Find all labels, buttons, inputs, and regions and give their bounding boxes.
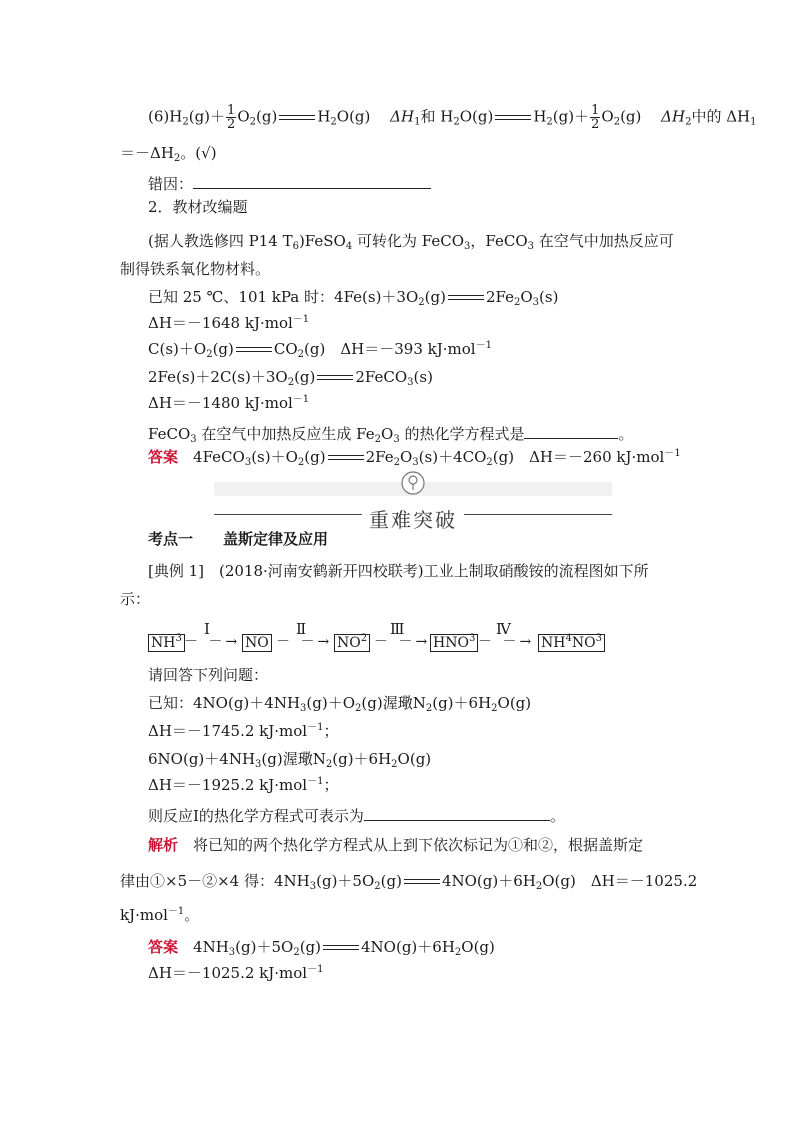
section-banner: [214, 470, 612, 532]
equals-sign: [493, 113, 533, 123]
equals-sign: [321, 943, 361, 953]
flow-node-nh4no3: $NH^4NO^3$: [538, 634, 605, 652]
flow-arrow: － －→: [374, 634, 431, 650]
equals-sign: [402, 877, 442, 887]
step-label: Ⅳ: [496, 620, 511, 638]
answer-blank[interactable]: [364, 806, 550, 821]
q6-equation-line2: $=-\Delta H_2$。(√): [120, 144, 217, 164]
q6-equation-line: $(6)H_2(g)+$ $\frac{1}{2}$ $O_2(g)$ $H_2O(g)$ $\Delta H_1$和 $H_2O(g)$ $H_2(g)+$ $\frac{1}{2}$ $O_2(g)$ $\Delta H_2$中的 $\Delta H_1$: [148, 103, 757, 132]
answer-label: 答案: [148, 938, 179, 956]
intro-line2: 制得铁系氧化物材料。: [120, 260, 271, 278]
process-flow: [148, 620, 608, 656]
enthalpy-line: ΔH＝－1648 kJ·mol$^{-1}$: [148, 314, 310, 332]
section-heading: 2．教材改编题: [148, 198, 248, 216]
final-enthalpy-line: ΔH＝－1025.2 kJ·mol$^{-1}$: [148, 964, 324, 982]
question-line: FeCO$_3$ 在空气中加热反应生成 $Fe_2O_3$ 的热化学方程式是 。: [148, 425, 634, 445]
analysis-line3: kJ·mol$^{-1}$。: [120, 906, 200, 924]
flow-node-hno3: HNO$^3$: [430, 634, 478, 652]
enthalpy-line: ΔH＝－1925.2 kJ·mol$^{-1}$；: [148, 776, 339, 794]
flow-arrow: － －→: [184, 634, 241, 650]
answer-blank[interactable]: [524, 424, 618, 439]
known-equation: 已知 25 ℃、101 kPa 时：$4Fe(s)+3O_2(g)$ $2Fe_2O_3(s)$: [148, 288, 559, 308]
flow-node-nh3: $NH^3$: [148, 634, 185, 652]
enthalpy-line: ΔH＝－1745.2 kJ·mol$^{-1}$；: [148, 722, 339, 740]
half-fraction: $\frac{1}{2}$: [227, 103, 236, 132]
carbon-equation: $C(s)+O_2(g)$ $CO_2(g)$ ΔH＝－393 kJ·mol$^{-1}$: [148, 340, 492, 360]
flow-node-no: NO: [242, 634, 272, 652]
step-label: Ⅱ: [296, 620, 307, 638]
known-equation-2: $6NO(g)+4NH_3(g)$渥璥$N_2(g)+6H_2O(g)$: [148, 750, 432, 770]
half-fraction: $\frac{1}{2}$: [591, 103, 600, 132]
flow-arrow: － －→: [276, 634, 333, 650]
equals-sign: [446, 293, 486, 303]
answer-blank[interactable]: [193, 174, 431, 189]
step-label: Ⅰ: [204, 620, 210, 638]
enthalpy-line: ΔH＝－1480 kJ·mol$^{-1}$: [148, 394, 310, 412]
error-reason-line: 错因：: [148, 174, 431, 192]
analysis-label: 解析: [148, 836, 179, 854]
analysis-line2: 律由①×5－②×4 得：$4NH_3(g)+5O_2(g)$ $4NO(g)+6H_2O(g)$ ΔH＝－1025.2: [120, 872, 698, 892]
banner-title: 重难突破: [369, 508, 457, 532]
equals-sign: [234, 345, 274, 355]
known-equation-1: 已知：$4NO(g)+4NH_3(g)+O_2(g)$渥璥$N_2(g)+6H_2O(g)$: [148, 694, 532, 714]
answer-label: 答案: [148, 448, 179, 466]
answer-line: 答案 $4FeCO_3(s)+O_2(g)$ $2Fe_2O_3(s)+4CO_2(g)$ ΔH＝－260 kJ·mol$^{-1}$: [148, 448, 681, 468]
intro-line: (据人教选修四 P14 $T_6)FeSO_4$ 可转化为 FeCO$_3$，FeCO$_3$ 在空气中加热反应可: [148, 232, 674, 252]
prompt-line: 请回答下列问题：: [148, 666, 269, 684]
ask-line: 则反应Ⅰ的热化学方程式可表示为 。: [148, 807, 565, 825]
flow-node-no2: $NO^2$: [334, 634, 370, 652]
iron-carbonate-equation: $2Fe(s)+2C(s)+3O_2(g)$ 2FeCO$_3$(s): [148, 368, 433, 388]
example-line: [典例 1] (2018·河南安鹤新开四校联考)工业上制取硝酸铵的流程图如下所: [148, 562, 649, 580]
bulb-icon: [400, 470, 426, 496]
equals-sign: [277, 113, 317, 123]
equals-sign: [326, 453, 366, 463]
final-answer-line: 答案 $4NH_3(g)+5O_2(g)$ $4NO(g)+6H_2O(g)$: [148, 938, 495, 958]
analysis-line: 解析 将已知的两个热化学方程式从上到下依次标记为①和②，根据盖斯定: [148, 836, 644, 854]
kaodian-heading: 考点一 盖斯定律及应用: [148, 530, 329, 548]
step-label: Ⅲ: [390, 620, 405, 638]
equals-sign: [315, 373, 355, 383]
example-line2: 示：: [120, 590, 151, 608]
flow-arrow: － －→: [478, 634, 535, 650]
